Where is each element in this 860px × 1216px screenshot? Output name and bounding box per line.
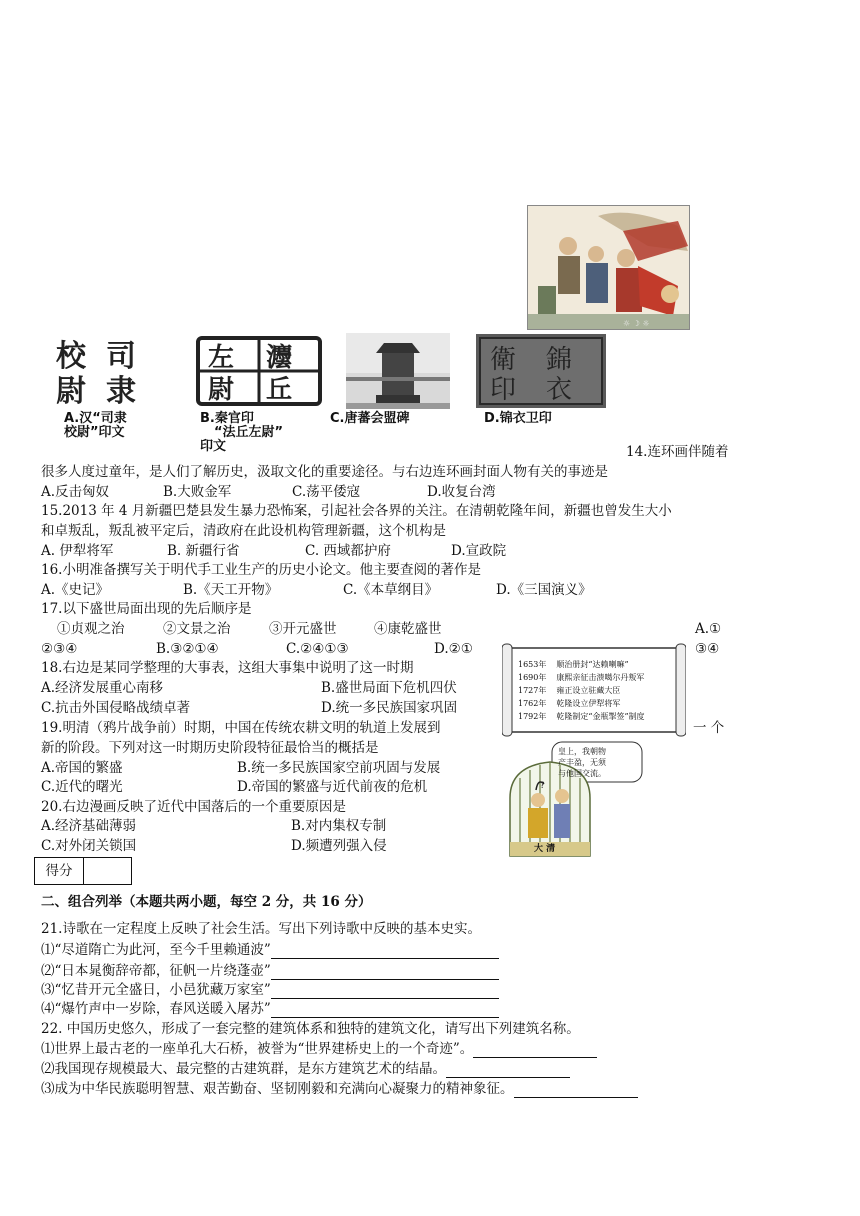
q20-option-c: C.对外闭关锁国 (41, 838, 137, 854)
q18-option-c: C.抗击外国侵略战绩卓著 (41, 700, 191, 716)
seal-caption-b-line2: “法丘左尉” (214, 425, 284, 440)
timeline-row (518, 684, 645, 697)
q17-option-d-head: D.②① (434, 641, 473, 657)
comic-cover-image (527, 205, 690, 330)
q16-option-b: B.《天工开物》 (183, 582, 279, 598)
q17-option-a-tail: ②③④ (41, 641, 78, 657)
q15-option-a: A. 伊犁将军 (41, 543, 114, 559)
q17-item-3: ③开元盛世 (269, 621, 337, 637)
timeline-year: 1727年 (518, 686, 547, 695)
timeline-row (518, 658, 645, 671)
q15-stem-line2: 和卓叛乱，叛乱被平定后，清政府在此设机构管理新疆，这个机构是 (41, 523, 446, 539)
seal-caption-b-line1: B.秦官印 (200, 411, 254, 426)
seal-image-b (194, 334, 324, 408)
timeline-year: 1792年 (518, 712, 547, 721)
svg-text:?: ? (540, 781, 545, 791)
q17-item-2: ②文景之治 (163, 621, 231, 637)
timeline-event: 雍正设立驻藏大臣 (556, 686, 621, 695)
q19-stem-line1-tail: 一 个 (693, 720, 725, 736)
q21-item-4 (41, 1000, 499, 1018)
timeline-row (518, 671, 645, 684)
seal-caption-a-line1: A.汉“司隶 (64, 411, 127, 426)
q19-stem-line2: 新的阶段。下列对这一时期历史阶段特征最恰当的概括是 (41, 740, 379, 756)
q14-option-d: D.收复台湾 (427, 484, 496, 500)
q18-stem: 18.右边是某同学整理的大事表，这组大事集中说明了这一时期 (41, 660, 414, 676)
q22-stem: 22. 中国历史悠久，形成了一套完整的建筑体系和独特的建筑文化，请写出下列建筑名称。 (41, 1021, 580, 1037)
q19-option-b: B.统一多民族国家空前巩固与发展 (237, 760, 441, 776)
q19-option-c: C.近代的曙光 (41, 779, 123, 795)
svg-text:衣: 衣 (546, 375, 573, 405)
q21-item-text: ⑵“日本晁衡辞帝都，征帆一片绕蓬壶” (41, 963, 271, 979)
q22-answer-blank-3[interactable] (514, 1083, 638, 1098)
speech-line: 产丰盈，无须 (558, 758, 606, 767)
q22-item-2 (41, 1060, 570, 1078)
timeline-list (518, 658, 645, 723)
svg-text:尉: 尉 (208, 375, 235, 405)
q17-option-c: C.②④①③ (286, 641, 349, 657)
timeline-event: 乾隆制定“金瓶掣签”制度 (556, 712, 645, 721)
q14-stem-line2: 很多人度过童年，是人们了解历史，汲取文化的重要途径。与右边连环画封面人物有关的事迹是 (41, 464, 608, 480)
svg-text:隶: 隶 (106, 374, 136, 406)
svg-text:衛: 衛 (490, 345, 517, 375)
q16-stem: 16.小明准备撰写关于明代手工业生产的历史小论文。他主要查阅的著作是 (41, 562, 481, 578)
score-box (34, 857, 132, 885)
timeline-event: 康熙亲征击溃噶尔丹叛军 (556, 673, 645, 682)
svg-text:校: 校 (56, 339, 86, 374)
q21-item-text: ⑶“忆昔开元全盛日，小邑犹藏万家室” (41, 982, 271, 998)
timeline-row (518, 710, 645, 723)
q20-option-d: D.频遭列强入侵 (291, 838, 387, 854)
score-label: 得分 (35, 858, 84, 884)
seal-image-d (476, 334, 606, 408)
q16-option-a: A.《史记》 (41, 582, 110, 598)
q21-item-2 (41, 962, 499, 980)
q18-option-a: A.经济发展重心南移 (41, 680, 164, 696)
q21-answer-blank-2[interactable] (271, 965, 499, 980)
q22-item-1 (41, 1040, 597, 1058)
svg-text:印: 印 (490, 375, 517, 405)
q15-stem-line1: 15.2013 年 4 月新疆巴楚县发生暴力恐怖案，引起社会各界的关注。在清朝乾隆年间，新疆也曾发生大小 (41, 503, 672, 519)
q17-item-1: ①贞观之治 (57, 621, 125, 637)
q22-item-text: ⑴世界上最古老的一座单孔大石桥，被誉为“世界建桥史上的一个奇迹”。 (41, 1041, 474, 1057)
q21-answer-blank-3[interactable] (271, 984, 499, 999)
q17-stem: 17.以下盛世局面出现的先后顺序是 (41, 601, 252, 617)
q18-option-d: D.统一多民族国家巩固 (321, 700, 458, 716)
q15-option-b: B. 新疆行省 (167, 543, 240, 559)
q18-option-b: B.盛世局面下危机四伏 (321, 680, 457, 696)
cartoon-image (500, 738, 652, 862)
seal-caption-b-line3: 印文 (200, 439, 227, 454)
q21-item-1 (41, 941, 499, 959)
q22-answer-blank-2[interactable] (446, 1063, 570, 1078)
q17-option-b: B.③②①④ (156, 641, 219, 657)
svg-text:灋: 灋 (266, 343, 293, 373)
q21-item-3 (41, 981, 499, 999)
q19-option-d: D.帝国的繁盛与近代前夜的危机 (237, 779, 428, 795)
q21-item-text: ⑷“爆竹声中一岁除，春风送暖入屠苏” (41, 1001, 271, 1017)
svg-text:左: 左 (208, 343, 235, 373)
svg-text:司: 司 (106, 339, 136, 374)
cartoon-speech-bubble (558, 746, 606, 779)
timeline-year: 1762年 (518, 699, 547, 708)
q21-answer-blank-4[interactable] (271, 1003, 499, 1018)
speech-line: 皇上，我朝物 (558, 747, 606, 756)
q19-stem-line1: 19.明清（鸦片战争前）时期，中国在传统农耕文明的轨道上发展到 (41, 720, 441, 736)
cage-label: 大 清 (534, 844, 556, 854)
stele-image-c (346, 333, 450, 409)
svg-text:丘: 丘 (266, 375, 293, 405)
q20-option-a: A.经济基础薄弱 (41, 818, 137, 834)
timeline-scroll (502, 642, 686, 738)
q20-option-b: B.对内集权专制 (291, 818, 387, 834)
timeline-row (518, 697, 645, 710)
q22-item-3 (41, 1080, 638, 1098)
seal-caption-c: C.唐蕃会盟碑 (330, 411, 410, 426)
q15-option-d: D.宣政院 (451, 543, 507, 559)
seal-image-a (50, 336, 158, 406)
q17-option-d-tail: ③④ (695, 641, 720, 657)
seal-caption-d: D.锦衣卫印 (484, 411, 552, 426)
comic-cover-illustration (528, 206, 689, 329)
timeline-year: 1653年 (518, 660, 547, 669)
svg-text:尉: 尉 (56, 374, 86, 406)
q17-item-4: ④康乾盛世 (374, 621, 442, 637)
q22-item-text: ⑵我国现存规模最大、最完整的古建筑群，是东方建筑艺术的结晶。 (41, 1061, 446, 1077)
q21-item-text: ⑴“尽道隋亡为此河，至今千里赖通波” (41, 942, 271, 958)
q22-item-text: ⑶成为中华民族聪明智慧、艰苦勤奋、坚韧刚毅和充满向心凝聚力的精神象征。 (41, 1081, 514, 1097)
q17-option-a-head: A.① (695, 621, 722, 637)
q19-option-a: A.帝国的繁盛 (41, 760, 123, 776)
q14-option-a: A.反击匈奴 (41, 484, 110, 500)
q14-option-b: B.大败金军 (163, 484, 232, 500)
q16-option-c: C.《本草纲目》 (343, 582, 439, 598)
q14-option-c: C.荡平倭寇 (292, 484, 361, 500)
q21-answer-blank-1[interactable] (271, 944, 499, 959)
seal-caption-a-line2: 校尉”印文 (64, 425, 125, 440)
q20-stem: 20.右边漫画反映了近代中国落后的一个重要原因是 (41, 799, 346, 815)
q21-stem: 21.诗歌在一定程度上反映了社会生活。写出下列诗歌中反映的基本史实。 (41, 921, 481, 937)
score-field[interactable] (84, 858, 131, 884)
svg-text:☼ ☽ ☼: ☼ ☽ ☼ (623, 319, 650, 328)
speech-line: 与他国交流。 (558, 769, 606, 778)
q14-stem-line1: 14.连环画伴随着 (626, 444, 729, 460)
q15-option-c: C. 西域都护府 (305, 543, 391, 559)
q16-option-d: D.《三国演义》 (496, 582, 592, 598)
section-title: 二、组合列举（本题共两小题，每空 2 分，共 16 分） (41, 894, 372, 910)
q22-answer-blank-1[interactable] (473, 1043, 597, 1058)
svg-text:錦: 錦 (546, 345, 573, 375)
timeline-event: 顺治册封“达赖喇嘛” (556, 660, 629, 669)
timeline-event: 乾隆设立伊犁将军 (556, 699, 621, 708)
timeline-year: 1690年 (518, 673, 547, 682)
